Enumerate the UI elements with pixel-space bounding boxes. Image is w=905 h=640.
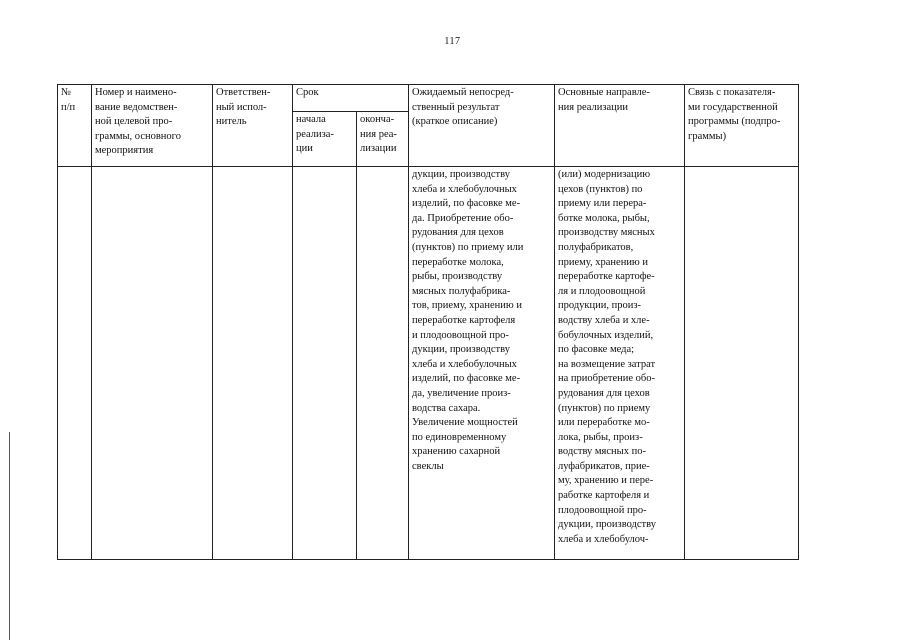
cell-responsible bbox=[213, 167, 293, 560]
header-indicator-link: Связь с показателя- ми государственной программы (подпро- граммы) bbox=[685, 85, 799, 167]
cell-directions: (или) модернизацию цехов (пунктов) по приему или перера- ботке молока, рыбы, производству мясных полуфабрикатов, приему, хранению и переработке картофе- ля и плодоовощной продукции, произ- водству хлеба и хле- бобулочных изделий, по фасовке меда; на возмещение затрат на приобретение обо- рудования для цехов (пунктов) по приему или переработке мо- лока, рыбы, произ- водству мясных по- луфабрикатов, прие- му, хранению и пере- работке картофеля и плодоовощной про- дукции, производству хлеба и хлебобулоч- bbox=[555, 167, 685, 560]
header-term-end: оконча- ния реа- лизации bbox=[357, 112, 409, 167]
margin-rule bbox=[9, 432, 10, 640]
table-row bbox=[58, 167, 799, 560]
cell-number bbox=[58, 167, 92, 560]
program-table bbox=[57, 84, 799, 560]
page-number: 117 bbox=[444, 36, 461, 47]
header-term-start: начала реализа- ции bbox=[293, 112, 357, 167]
cell-program bbox=[92, 167, 213, 560]
header-responsible: Ответствен- ный испол- нитель bbox=[213, 85, 293, 167]
header-expected-result: Ожидаемый непосред- ственный результат (краткое описание) bbox=[409, 85, 555, 167]
cell-term-start bbox=[293, 167, 357, 560]
cell-term-end bbox=[357, 167, 409, 560]
cell-expected-result: дукции, производству хлеба и хлебобулочных изделий, по фасовке ме- да. Приобретение обо- рудования для цехов (пунктов) по приему или переработке молока, рыбы, производству мясных полуфабрика- тов, приему, хранению и переработке картофеля и плодоовощной про- дукции, производству хлеба и хлебобулочных изделий, по фасовке ме- да, увеличение произ- водства сахара. Увеличение мощностей по единовременному хранению сахарной свеклы bbox=[409, 167, 555, 560]
header-number: № п/п bbox=[58, 85, 92, 167]
cell-indicator-link bbox=[685, 167, 799, 560]
header-term: Срок bbox=[293, 85, 409, 112]
header-directions: Основные направле- ния реализации bbox=[555, 85, 685, 167]
header-program: Номер и наимено- вание ведомствен- ной целевой про- граммы, основного мероприятия bbox=[92, 85, 213, 167]
